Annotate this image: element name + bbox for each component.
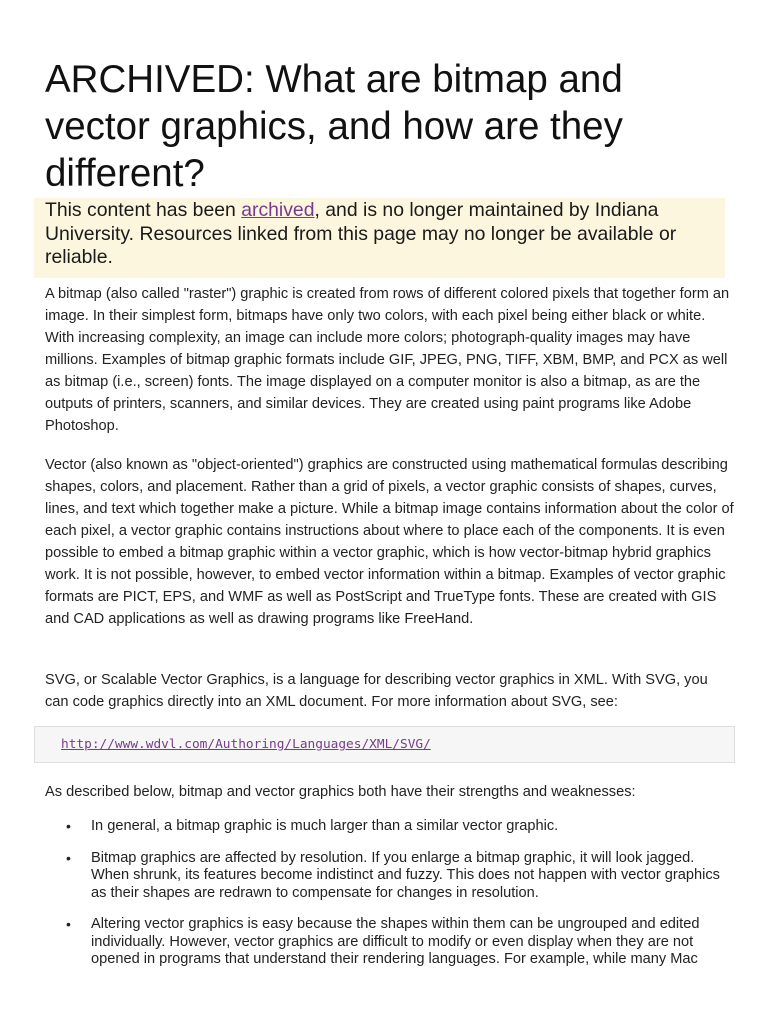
- list-item: [45, 818, 735, 836]
- list-item: [45, 916, 735, 969]
- svg-resource-link[interactable]: http://www.wdvl.com/Authoring/Languages/XML/SVG/: [61, 737, 431, 752]
- notice-text-after: , and is no longer maintained by Indiana University. Resources linked from this page may no longer be available or reliable.: [45, 199, 677, 268]
- bitmap-paragraph: A bitmap (also called "raster") graphic is created from rows of different colored pixels that together form an image. In their simplest form, bitmaps have only two colors, with each pixel being either black or white. With increasing complexity, an image can include more colors; photograph-quality images may have millions. Examples of bitmap graphic formats include GIF, JPEG, PNG, TIFF, XBM, BMP, and PCX as well as bitmap (i.e., screen) fonts. The image displayed on a computer monitor is also a bitmap, as are the outputs of printers, scanners, and similar devices. They are created using paint programs like Adobe Photoshop.: [45, 286, 730, 434]
- list-item-text: Bitmap graphics are affected by resolution. If you enlarge a bitmap graphic, it will look jagged. When shrunk, its features become indistinct and fuzzy. This does not happen with vector graphics as their shapes are redrawn to compensate for changes in resolution.: [91, 849, 720, 901]
- notice-text-before: This content has been: [45, 199, 242, 221]
- svg-paragraph: SVG, or Scalable Vector Graphics, is a language for describing vector graphics in XML. With SVG, you can code graphics directly into an XML document. For more information about SVG, see:: [45, 672, 708, 710]
- bullet-icon: •: [66, 849, 71, 866]
- archived-link[interactable]: archived: [241, 199, 315, 221]
- svg-link-code-block: [34, 726, 735, 763]
- vector-paragraph: Vector (also known as "object-oriented") graphics are constructed using mathematical formulas describing shapes, colors, and placement. Rather than a grid of pixels, a vector graphic consists of shapes, curves, lines, and text which together make a picture. While a bitmap image contains information about the color of each pixel, a vector graphic contains instructions about where to place each of the components. It is even possible to embed a bitmap graphic within a vector graphic, which is how vector-bitmap hybrid graphics work. It is not possible, however, to embed vector information within a bitmap. Examples of vector graphic formats are PICT, EPS, and WMF as well as PostScript and TrueType fonts. These are created with GIS and CAD applications as well as drawing programs like FreeHand.: [45, 457, 734, 627]
- page-title: ARCHIVED: What are bitmap and vector graphics, and how are they different?: [45, 58, 623, 195]
- bullet-icon: •: [66, 818, 71, 834]
- archived-notice: [34, 198, 725, 278]
- comparison-intro-paragraph: As described below, bitmap and vector graphics both have their strengths and weaknesses:: [45, 784, 636, 800]
- comparison-list: [45, 818, 735, 969]
- list-item: [45, 850, 735, 903]
- list-item-text: In general, a bitmap graphic is much larger than a similar vector graphic.: [91, 818, 559, 834]
- bullet-icon: •: [66, 916, 71, 932]
- list-item-text: Altering vector graphics is easy because the shapes within them can be ungrouped and edited individually. However, vector graphics are difficult to modify or even display when they are not opened in programs that understand their rendering languages. For example, while many Mac: [91, 916, 700, 967]
